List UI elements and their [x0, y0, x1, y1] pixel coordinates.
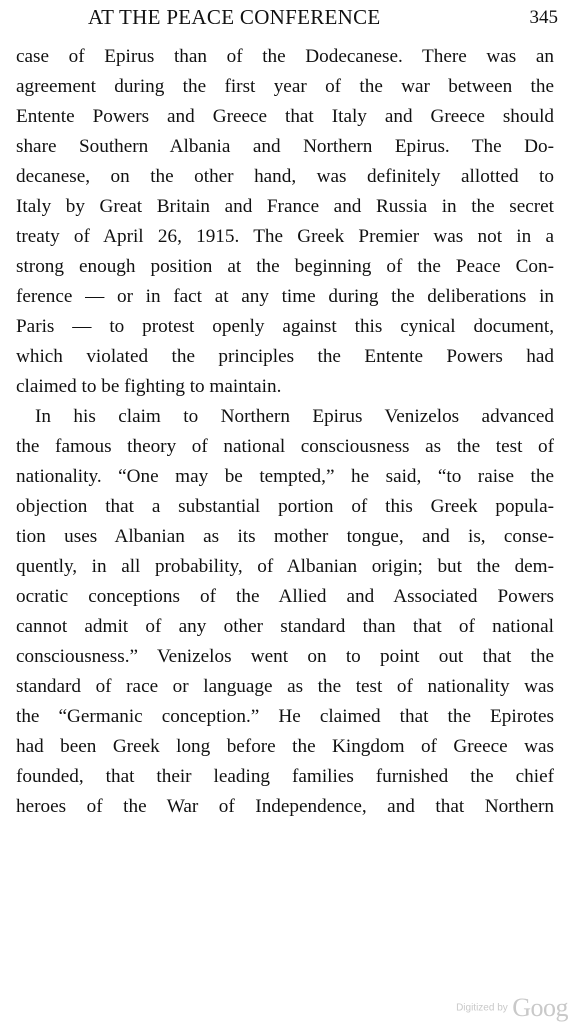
text-line: nationality. “One may be tempted,” he said, “to raise the: [16, 466, 554, 487]
text-line: agreement during the first year of the war between the: [16, 76, 554, 97]
paragraph: [16, 42, 554, 402]
text-line: Entente Powers and Greece that Italy and Greece should: [16, 106, 554, 127]
text-line: case of Epirus than of the Dodecanese. There was an: [16, 46, 554, 67]
page-number: 345: [529, 7, 558, 28]
text-line: treaty of April 26, 1915. The Greek Premier was not in a: [16, 226, 554, 247]
text-line: consciousness.” Venizelos went on to point out that the: [16, 646, 554, 667]
text-line: Paris — to protest openly against this cynical document,: [16, 316, 554, 337]
text-line: quently, in all probability, of Albanian origin; but the dem-: [16, 556, 554, 577]
digitized-watermark: [456, 993, 568, 1021]
text-line: founded, that their leading families furnished the chief: [16, 766, 554, 787]
text-line: objection that a substantial portion of this Greek popula-: [16, 496, 554, 517]
paragraph: [16, 402, 554, 822]
page-header: [0, 5, 568, 35]
text-line: heroes of the War of Independence, and that Northern: [16, 796, 554, 817]
text-line: share Southern Albania and Northern Epirus. The Do-: [16, 136, 554, 157]
text-line: the “Germanic conception.” He claimed that the Epirotes: [16, 706, 554, 727]
text-line: ference — or in fact at any time during the deliberations in: [16, 286, 554, 307]
text-line: had been Greek long before the Kingdom of Greece was: [16, 736, 554, 757]
running-head: AT THE PEACE CONFERENCE: [88, 5, 381, 29]
text-line: strong enough position at the beginning of the Peace Con-: [16, 256, 554, 277]
text-line: Italy by Great Britain and France and Russia in the secret: [16, 196, 554, 217]
text-line: claimed to be fighting to maintain.: [16, 376, 282, 397]
text-line: standard of race or language as the test of nationality was: [16, 676, 554, 697]
google-logo-text: Goog: [512, 993, 568, 1022]
text-line: decanese, on the other hand, was definitely allotted to: [16, 166, 554, 187]
text-line: cannot admit of any other standard than that of national: [16, 616, 554, 637]
text-line: ocratic conceptions of the Allied and Associated Powers: [16, 586, 554, 607]
watermark-prefix: Digitized by: [456, 1002, 508, 1014]
page-body: [16, 42, 554, 822]
text-line: the famous theory of national consciousness as the test of: [16, 436, 554, 457]
text-line: which violated the principles the Entente Powers had: [16, 346, 554, 367]
text-line: In his claim to Northern Epirus Venizelos advanced: [35, 406, 554, 427]
text-line: tion uses Albanian as its mother tongue, and is, conse-: [16, 526, 554, 547]
